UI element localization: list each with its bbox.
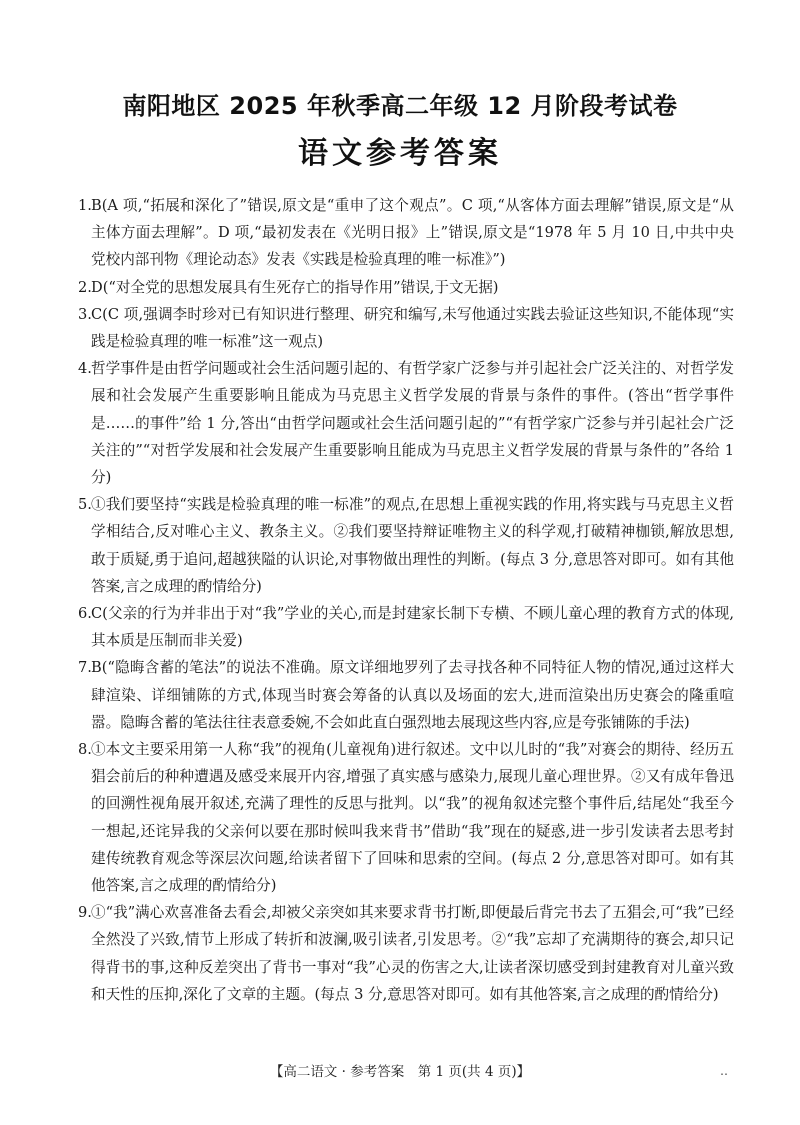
answer-item-5: [78, 491, 734, 600]
answer-text: B(“隐晦含蓄的笔法”的说法不准确。原文详细地罗列了去寻找各种不同特征人物的情况,通过这样大肆渲染、详细铺陈的方式,体现当时赛会筹备的认真以及场面的宏大,进而渲染出历史赛会的隆重喧嚣。隐晦含蓄的笔法往往表意委婉,不会如此直白强烈地去展现这些内容,应是夸张铺陈的手法): [91, 659, 734, 731]
answer-number: 5.: [78, 496, 92, 514]
answer-text: ①我们要坚持“实践是检验真理的唯一标准”的观点,在思想上重视实践的作用,将实践与马克思主义哲学相结合,反对唯心主义、教条主义。②我们要坚持辩证唯物主义的科学观,打破精神枷锁,解放思想,敢于质疑,勇于追问,超越狭隘的认识论,对事物做出理性的判断。(每点 3 分,意思答对即可。如有其他答案,言之成理的酌情给分): [91, 496, 734, 595]
answer-list: [78, 192, 734, 1008]
answer-number: 9.: [78, 904, 92, 922]
answer-item-6: [78, 600, 734, 654]
answer-text: 哲学事件是由哲学问题或社会生活问题引起的、有哲学家广泛参与并引起社会广泛关注的、对哲学发展和社会发展产生重要影响且能成为马克思主义哲学发展的背景与条件的事件。(答出“哲学事件是……的事件”给 1 分,答出“由哲学问题或社会生活问题引起的”“有哲学家广泛参与并引起社会广泛关注的”“对哲学发展和社会发展产生重要影响且能成为马克思主义哲学发展的背景与条件的”各给 1 分): [91, 360, 734, 487]
answer-text: ①本文主要采用第一人称“我”的视角(儿童视角)进行叙述。文中以儿时的“我”对赛会的期待、经历五猖会前后的种种遭遇及感受来展开内容,增强了真实感与感染力,展现儿童心理世界。②又有成年鲁迅的回溯性视角展开叙述,充满了理性的反思与批判。以“我”的视角叙述完整个事件后,结尾处“我至今一想起,还诧异我的父亲何以要在那时候叫我来背书”借助“我”现在的疑惑,进一步引发读者去思考封建传统教育观念等深层次问题,给读者留下了回味和思索的空间。(每点 2 分,意思答对即可。如有其他答案,言之成理的酌情给分): [91, 741, 734, 895]
answer-number: 7.: [78, 659, 92, 677]
answer-text: B(A 项,“拓展和深化了”错误,原文是“重申了这个观点”。C 项,“从客体方面去理解”错误,原文是“从主体方面去理解”。D 项,“最初发表在《光明日报》上”错误,原文是“1978 年 5 月 10 日,中共中央党校内部刊物《理论动态》发表《实践是检验真理的唯一标准》”): [91, 197, 734, 269]
answer-text: D(“对全党的思想发展具有生死存亡的指导作用”错误,于文无据): [91, 278, 499, 296]
footer-mark: ‥: [720, 1064, 729, 1078]
answer-number: 3.: [78, 305, 92, 323]
answer-item-7: [78, 654, 734, 736]
answer-item-3: [78, 301, 734, 355]
answer-item-2: [78, 274, 734, 301]
answer-number: 4.: [78, 360, 92, 378]
answer-number: 1.: [78, 197, 92, 214]
page-footer: 【高二语文 · 参考答案 第 1 页(共 4 页)】: [269, 1064, 531, 1080]
answer-key-title: 语文参考答案: [298, 136, 502, 171]
answer-number: 6.: [78, 605, 92, 623]
answer-item-9: [78, 899, 734, 1008]
answer-number: 2.: [78, 278, 92, 296]
answer-text: C(父亲的行为并非出于对“我”学业的关心,而是封建家长制下专横、不顾儿童心理的教育方式的体现,其本质是压制而非关爱): [91, 605, 734, 650]
answer-item-4: [78, 355, 734, 491]
answer-item-8: [78, 736, 734, 899]
answer-text: ①“我”满心欢喜准备去看会,却被父亲突如其来要求背书打断,即便最后背完书去了五猖会,可“我”已经全然没了兴致,情节上形成了转折和波澜,吸引读者,引发思考。②“我”忘却了充满期待的赛会,却只记得背书的事,这种反差突出了背书一事对“我”心灵的伤害之大,让读者深切感受到封建教育对儿童兴致和天性的压抑,深化了文章的主题。(每点 3 分,意思答对即可。如有其他答案,言之成理的酌情给分): [91, 904, 734, 1003]
answer-number: 8.: [78, 741, 92, 759]
answer-item-1: [78, 192, 734, 274]
answer-text: C(C 项,强调李时珍对已有知识进行整理、研究和编写,未写他通过实践去验证这些知识,不能体现“实践是检验真理的唯一标准”这一观点): [91, 305, 734, 351]
exam-title: 南阳地区 2025 年秋季高二年级 12 月阶段考试卷: [122, 92, 678, 120]
